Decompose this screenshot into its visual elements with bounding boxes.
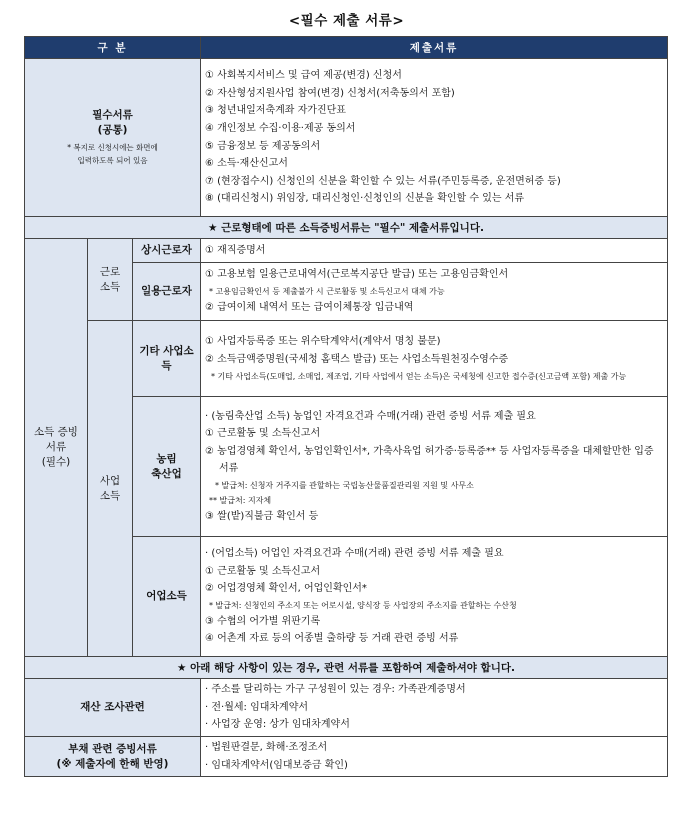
list-item: ① 사업자등록증 또는 위수탁계약서(계약서 명칭 불문) xyxy=(205,336,441,348)
list-item: ② 농업경영체 확인서, 농업인확인서*, 가축사육업 허가증·등록증** 등 사업자등록증을 대체할만한 입증서류 xyxy=(205,445,654,475)
common-sublabel: (공통) xyxy=(97,124,128,136)
list-item: ⑤ 금융정보 등 제공동의서 xyxy=(205,140,321,152)
list-item: ② 자산형성지원사업 참여(변경) 신청서(저축동의서 포함) xyxy=(205,87,455,99)
property-row xyxy=(25,679,668,737)
debt-label-line2: (※ 제출자에 한해 반영) xyxy=(56,757,169,770)
debt-label-cell xyxy=(25,737,201,777)
common-label: 필수서류 xyxy=(92,109,133,121)
list-note: * 발급처: 신청인의 주소지 또는 어로시설, 양식장 등 사업장의 주소지를 관할하는 수산청 xyxy=(209,600,517,610)
list-item: ① 사회복지서비스 및 급여 제공(변경) 신청서 xyxy=(205,70,402,82)
regular-worker-items xyxy=(201,239,668,263)
debt-row xyxy=(25,737,668,777)
list-note: * 기타 사업소득(도매업, 소매업, 제조업, 기타 사업에서 얻는 소득)은 국세청에 신고한 접수증(신고금액 포함) 제출 가능 xyxy=(211,371,627,381)
farm-label-line1: 농림 xyxy=(156,452,177,465)
debt-label-line1: 부채 관련 증빙서류 xyxy=(68,742,157,755)
farm-label-line2: 축산업 xyxy=(151,467,182,480)
income-label-line1: 소득 증빙 xyxy=(34,426,78,438)
optional-notice-band: ★ 아래 해당 사항이 있는 경우, 관련 서류를 포함하여 제출하셔야 합니다. xyxy=(25,657,668,679)
common-note-line1: * 복지로 신청시에는 화면에 xyxy=(67,143,158,152)
band-row-1 xyxy=(25,217,668,239)
list-item: ④ 개인정보 수집·이용·제공 동의서 xyxy=(205,122,356,134)
list-item: ① 고용보험 일용근로내역서(근로복지공단 발급) 또는 고용임금확인서 xyxy=(205,269,509,281)
debt-items xyxy=(201,737,668,777)
header-category: 구 분 xyxy=(25,37,201,59)
list-item: ② 급여이체 내역서 또는 급여이체통장 입금내역 xyxy=(205,302,414,313)
business-income-label-cell xyxy=(88,321,133,657)
regular-worker-label: 상시근로자 xyxy=(133,239,201,263)
band-row-2 xyxy=(25,657,668,679)
list-item: · (어업소득) 어업인 자격요건과 수매(거래) 관련 증빙 서류 제출 필요 xyxy=(205,548,504,560)
header-documents: 제출서류 xyxy=(201,37,668,59)
other-business-label-line1: 기타 사업소 xyxy=(139,344,194,357)
list-item: ⑧ (대리신청시) 위임장, 대리신청인·신청인의 신분을 확인할 수 있는 서류 xyxy=(205,193,525,205)
fish-label: 어업소득 xyxy=(133,537,201,657)
list-item: · (농림축산업 소득) 농업인 자격요건과 수매(거래) 관련 증빙 서류 제출 필요 xyxy=(205,410,536,422)
common-row xyxy=(25,59,668,217)
list-item: · 사업장 운영: 상가 임대차계약서 xyxy=(205,719,350,731)
labor-label-line1: 근로 xyxy=(99,265,121,278)
list-item: ① 근로활동 및 소득신고서 xyxy=(205,428,321,440)
regular-worker-row xyxy=(25,239,668,263)
other-business-label-line2: 득 xyxy=(161,359,172,372)
list-note: * 발급처: 신청자 거주지를 관할하는 국립농산물품질관리원 지원 및 사무소 xyxy=(215,480,474,490)
list-item: ① 근로활동 및 소득신고서 xyxy=(205,565,321,577)
table-header-row xyxy=(25,37,668,59)
list-item: · 주소를 달리하는 가구 구성원이 있는 경우: 가족관계증명서 xyxy=(205,684,466,696)
other-business-row xyxy=(25,321,668,397)
list-item: ⑦ (현장접수시) 신청인의 신분을 확인할 수 있는 서류(주민등록증, 운전면허증 등) xyxy=(205,175,561,187)
list-item: ⑥ 소득·재산신고서 xyxy=(205,158,288,170)
list-item: ② 어업경영체 확인서, 어업인확인서* xyxy=(205,583,367,595)
income-label-line3: (필수) xyxy=(41,456,71,468)
common-items-cell xyxy=(201,59,668,217)
list-item: ② 소득금액증명원(국세청 홈택스 발급) 또는 사업소득원천징수영수증 xyxy=(205,354,509,365)
list-item: · 전·월세: 임대차계약서 xyxy=(205,701,309,713)
income-notice-band: ★ 근로형태에 따른 소득증빙서류는 "필수" 제출서류입니다. xyxy=(25,217,668,239)
list-item: ③ 청년내일저축계좌 자가진단표 xyxy=(205,105,346,117)
property-items xyxy=(201,679,668,737)
documents-table xyxy=(24,36,668,777)
list-item: ④ 어촌계 자료 등의 어종별 출하량 등 거래 관련 증빙 서류 xyxy=(205,633,459,645)
farm-items xyxy=(201,397,668,537)
page-title: <필수 제출 서류> xyxy=(288,13,405,29)
daily-worker-items xyxy=(201,263,668,321)
property-label: 재산 조사관련 xyxy=(25,679,201,737)
farm-label-cell xyxy=(133,397,201,537)
daily-worker-label: 일용근로자 xyxy=(133,263,201,321)
list-item: ③ 쌀(밭)직불금 확인서 등 xyxy=(205,510,319,522)
other-business-label-cell xyxy=(133,321,201,397)
list-item: · 법원판결문, 화해·조정조서 xyxy=(205,741,328,753)
income-label-cell xyxy=(25,239,88,657)
business-label-line2: 소득 xyxy=(99,489,121,502)
list-item: · 임대차계약서(임대보증금 확인) xyxy=(205,759,348,771)
labor-label-line2: 소득 xyxy=(99,280,121,293)
fish-items xyxy=(201,537,668,657)
labor-income-label-cell xyxy=(88,239,133,321)
business-label-line1: 사업 xyxy=(99,474,121,487)
list-item: ③ 수협의 어가별 위판기록 xyxy=(205,615,321,627)
income-label-line2: 서류 xyxy=(45,441,67,453)
list-note: ** 발급처: 지자체 xyxy=(209,495,272,505)
other-business-items xyxy=(201,321,668,397)
common-label-cell xyxy=(25,59,201,217)
common-note-line2: 입력하도록 되어 있음 xyxy=(77,156,148,165)
list-note: * 고용임금확인서 등 제출불가 시 근로활동 및 소득신고서 대체 가능 xyxy=(209,287,445,296)
list-item: ① 재직증명서 xyxy=(205,244,266,256)
